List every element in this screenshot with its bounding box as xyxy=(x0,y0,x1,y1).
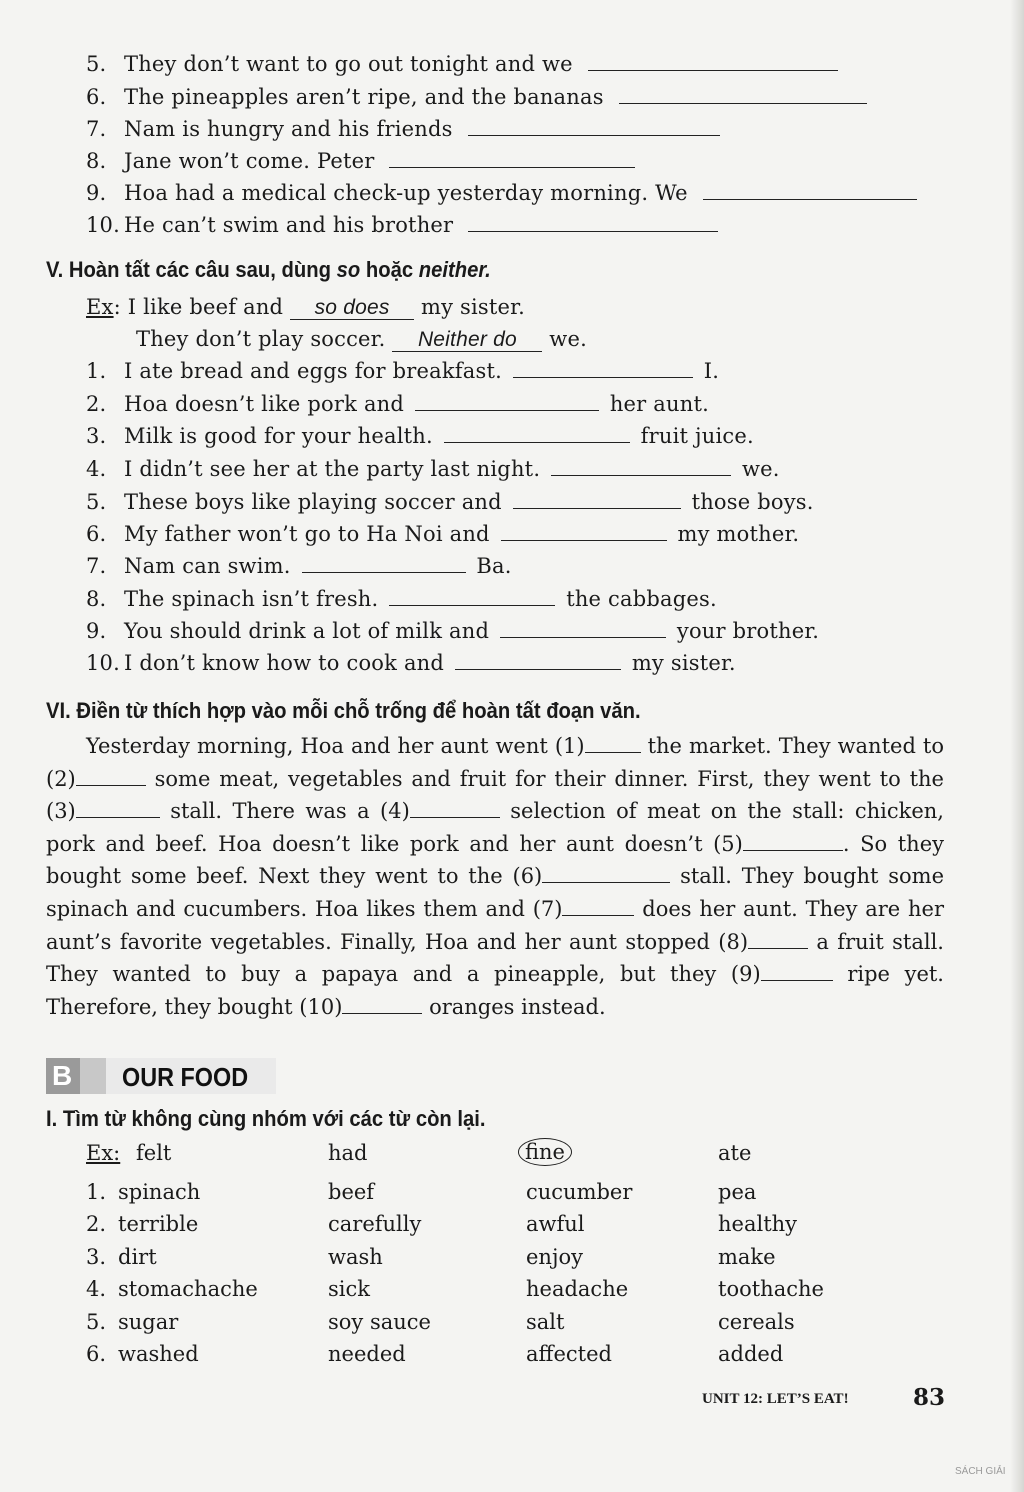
exercise-item: 7. Nam can swim. Ba. xyxy=(86,554,512,578)
item-text: Nam is hungry and his friends xyxy=(124,117,453,141)
answer-blank[interactable] xyxy=(588,52,838,71)
cloze-blank-2[interactable] xyxy=(76,768,146,786)
exercise-item: 4. I didn’t see her at the party last night. we. xyxy=(86,457,780,481)
exercise-item: 1. I ate bread and eggs for breakfast. I. xyxy=(86,359,720,383)
answer-blank[interactable] xyxy=(468,213,718,232)
answer-blank[interactable] xyxy=(302,554,466,573)
item-number: 8. xyxy=(86,149,107,173)
cloze-blank-4[interactable] xyxy=(410,800,500,818)
cloze-blank-7[interactable] xyxy=(562,898,634,916)
answer-blank[interactable] xyxy=(501,522,667,541)
section-heading-vi: VI. Điền từ thích hợp vào mỗi chỗ trống để hoàn tất đoạn văn. xyxy=(46,698,641,723)
page-edge-shadow xyxy=(1010,0,1024,1492)
part-letter: B xyxy=(52,1060,73,1091)
exercise-item: 10. I don’t know how to cook and my sister. xyxy=(86,651,736,675)
answer-blank[interactable] xyxy=(444,424,630,443)
exercise-item xyxy=(86,116,720,142)
item-number: 9. xyxy=(86,181,107,205)
section-heading-b1: I. Tìm từ không cùng nhóm với các từ còn lại. xyxy=(46,1106,486,1131)
example-answer: Neither do xyxy=(392,329,542,352)
part-title: OUR FOOD xyxy=(122,1062,249,1092)
page-number: 83 xyxy=(913,1384,946,1411)
item-text: Hoa had a medical check-up yesterday morning. We xyxy=(124,181,688,205)
exercise-item xyxy=(86,180,917,206)
exercise-item xyxy=(86,148,635,174)
answer-blank[interactable] xyxy=(455,651,621,670)
item-number: 7. xyxy=(86,117,107,141)
item-number: 10. xyxy=(86,213,120,237)
section-heading-v: V. Hoàn tất các câu sau, dùng so hoặc neither. xyxy=(46,257,491,282)
unit-footer: UNIT 12: LET’S EAT! xyxy=(702,1391,849,1407)
answer-blank[interactable] xyxy=(500,619,666,638)
cloze-blank-8[interactable] xyxy=(748,931,808,949)
item-text: The pineapples aren’t ripe, and the bananas xyxy=(124,85,604,109)
example-label: Ex xyxy=(86,295,114,319)
cloze-blank-10[interactable] xyxy=(342,996,422,1014)
keyword-so: so xyxy=(336,257,361,282)
answer-blank[interactable] xyxy=(513,490,681,509)
answer-blank[interactable] xyxy=(389,587,555,606)
item-text: He can’t swim and his brother xyxy=(124,213,454,237)
answer-blank[interactable] xyxy=(468,117,720,136)
cloze-blank-3[interactable] xyxy=(76,800,160,818)
answer-blank[interactable] xyxy=(703,181,917,200)
item-text: Jane won’t come. Peter xyxy=(124,149,375,173)
exercise-item: 2. Hoa doesn’t like pork and her aunt. xyxy=(86,392,709,416)
example-answer: so does xyxy=(290,297,414,320)
answer-blank[interactable] xyxy=(415,392,599,411)
exercise-item xyxy=(86,84,867,110)
item-number: 5. xyxy=(86,52,107,76)
cloze-blank-9[interactable] xyxy=(761,963,833,981)
exercise-item: 9. You should drink a lot of milk and your brother. xyxy=(86,619,820,643)
keyword-neither: neither. xyxy=(418,257,491,282)
exercise-item: 3. Milk is good for your health. fruit juice. xyxy=(86,424,754,448)
item-number: 6. xyxy=(86,85,107,109)
example-line: They don’t play soccer. Neither do we. xyxy=(136,327,587,351)
part-b-banner xyxy=(46,1058,276,1094)
cloze-blank-1[interactable] xyxy=(585,735,641,753)
answer-blank[interactable] xyxy=(513,359,693,378)
answer-blank[interactable] xyxy=(619,85,867,104)
exercise-item xyxy=(86,212,718,238)
cloze-paragraph: Yesterday morning, Hoa and her aunt went (1) the market. They wanted to (2) some meat, vegetables and fruit for their dinner. First, they went to the (3) stall. There was a (4) selection of meat on the stall: chicken, pork and beef. Hoa doesn’t like pork and her aunt doesn’t (5) . So they bought some beef. Next they went to the (6) stall. They bought some spinach and cucumbers. Hoa likes them and (7) does her aunt. They are her aunt’s favorite vegetables. Finally, Hoa and her aunt stopped (8) a fruit stall. They wanted to buy a papaya and a pineapple, but they (9) ripe yet. Therefore, they bought (10) oranges instead. xyxy=(46,734,944,1019)
example-label: Ex: xyxy=(86,1141,121,1165)
exercise-item: 6. My father won’t go to Ha Noi and my mother. xyxy=(86,522,800,546)
exercise-item: 8. The spinach isn’t fresh. the cabbages. xyxy=(86,587,717,611)
circled-answer: fine xyxy=(518,1138,572,1166)
cloze-blank-5[interactable] xyxy=(743,833,843,851)
exercise-item: 5. These boys like playing soccer and those boys. xyxy=(86,490,814,514)
cloze-blank-6[interactable] xyxy=(542,865,670,883)
watermark: SÁCH GIẢI xyxy=(955,1466,1006,1477)
item-text: They don’t want to go out tonight and we xyxy=(124,52,573,76)
exercise-item xyxy=(86,51,838,77)
example-line: Ex: I like beef and so does my sister. xyxy=(86,295,525,319)
answer-blank[interactable] xyxy=(389,149,635,168)
answer-blank[interactable] xyxy=(551,457,731,476)
workbook-page: 5. They don’t want to go out tonight and we 6. The pineapples aren’t ripe, and the bananas 7. Nam is hungry and his friends 8. Jane won’t come. Peter 9. Hoa had a medical check-up yesterday morning. We 10. He can’t swim and his brother V. Hoàn tất các câu sau, dùng so hoặc neither. Ex: I like beef and so does my sister. They don’t play soccer. Neither do we. 1. I ate bread and eggs for breakfast. I. 2. Hoa doesn’t like pork and her aunt. 3. Milk is good for your health. fruit juice. 4. I didn’t see her at the party last night. we. 5. These boys like playing soccer and those boys. 6. My father won’t go to Ha Noi and my mother. 7. Nam can swim. Ba. 8. The spinach isn’t fresh. the cabbages. 9. You should drink a lot of milk and your brother. 10. I don’t know how to cook and my sister. VI. Điền từ thích hợp vào mỗi chỗ trống để hoàn tất đoạn văn. Yesterday morning, Hoa and her aunt went (1) the market. They wanted to (2) some meat, vegetables and fruit for their dinner. First, they went to the (3) stall. There was a (4) selection of meat on the stall: chicken, pork and beef. Hoa doesn’t like pork and her aunt doesn’t (5) . So they bought some beef. Next they went to the (6) stall. They bought some spinach and cucumbers. Hoa likes them and (7) does her aunt. They are her aunt’s favorite vegetables. Finally, Hoa and her aunt stopped (8) a fruit stall. They wanted to buy a papaya and a pineapple, but they (9) ripe yet. Therefore, they bought (10) oranges instead. B OUR FOOD I. Tìm từ không cùng nhóm với các từ còn lại. Ex: felt had fine ate 1. spinach beef cucumber pea 2. terrible carefully awful healthy 3. dirt wash enjoy make 4. stomachache sick headache toothache 5. sugar soy sauce salt cereals 6. washed needed affected added UNIT 12: LET’S EAT! 83 SÁCH GIẢI xyxy=(0,0,1024,1492)
